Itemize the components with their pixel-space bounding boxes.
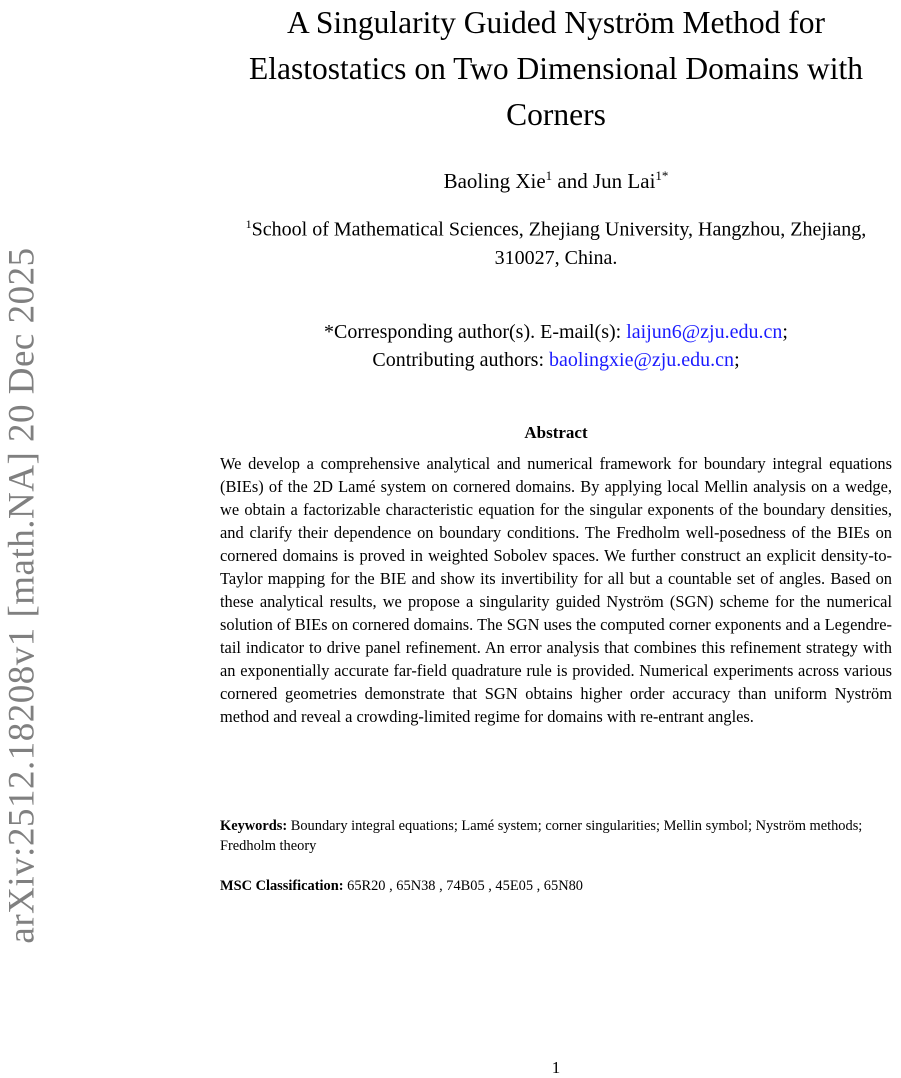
arxiv-identifier[interactable]: arXiv:2512.18208v1 [math.NA] 20 Dec 2025	[1, 246, 43, 944]
msc-codes: 65R20 , 65N38 , 74B05 , 45E05 , 65N80	[347, 878, 583, 894]
corresponding-label: *Corresponding author(s). E-mail(s):	[324, 321, 622, 343]
keywords-label: Keywords:	[220, 818, 288, 834]
author-affiliation-mark: 1	[545, 168, 553, 183]
separator: ;	[782, 321, 788, 343]
abstract-heading: Abstract	[524, 423, 588, 442]
contributing-author-line	[210, 346, 901, 374]
affiliation-mark: 1	[245, 217, 252, 231]
arxiv-stamp	[0, 200, 44, 990]
msc-section	[220, 876, 892, 896]
msc-label: MSC Classification:	[220, 878, 344, 894]
keywords-text: Boundary integral equations; Lamé system; corner singularities; Mellin symbol; Nyström methods; Fredholm theory	[220, 818, 863, 854]
paper-title: A Singularity Guided Nyström Method for Elastostatics on Two Dimensional Domains with Corners	[248, 5, 864, 132]
author-affiliation-mark: 1*	[655, 168, 669, 183]
author-name: Jun Lai	[593, 169, 656, 193]
separator: ;	[734, 349, 740, 371]
author-conjunction: and	[557, 169, 588, 193]
contributing-label: Contributing authors:	[372, 349, 545, 371]
contributing-email-link[interactable]: baolingxie@zju.edu.cn	[549, 349, 735, 371]
affiliation-text: School of Mathematical Sciences, Zhejiang University, Hangzhou, Zhejiang, 310027, China.	[251, 218, 867, 269]
author-name: Baoling Xie	[443, 169, 546, 193]
author-list	[210, 168, 901, 194]
correspondence-block	[210, 318, 901, 374]
page-number: 1	[551, 1058, 561, 1077]
affiliation	[215, 210, 897, 272]
corresponding-email-link[interactable]: laijun6@zju.edu.cn	[626, 321, 783, 343]
corresponding-author-line	[210, 318, 901, 346]
keywords-section	[220, 816, 892, 856]
abstract-body: We develop a comprehensive analytical and numerical framework for boundary integral equations (BIEs) of the 2D Lamé system on cornered domains. By applying local Mellin analysis on a wedge, we obtain a factorizable characteristic equation for the singular exponents of the boundary densities, and clarify their dependence on boundary conditions. The Fredholm well-posedness of the BIEs on cornered domains is proved in weighted Sobolev spaces. We further construct an explicit density-to-Taylor mapping for the BIE and show its invertibility for all but a countable set of angles. Based on these analytical results, we propose a singularity guided Nyström (SGN) scheme for the numerical solution of BIEs on cornered domains. The SGN uses the computed corner exponents and a Legendre-tail indicator to drive panel refinement. An error analysis that combines this refinement strategy with an exponentially accurate far-field quadrature rule is provided. Numerical experiments across various cornered geometries demonstrate that SGN obtains higher order accuracy than uniform Nyström method and reveal a crowding-limited regime for domains with re-entrant angles.	[220, 454, 892, 726]
